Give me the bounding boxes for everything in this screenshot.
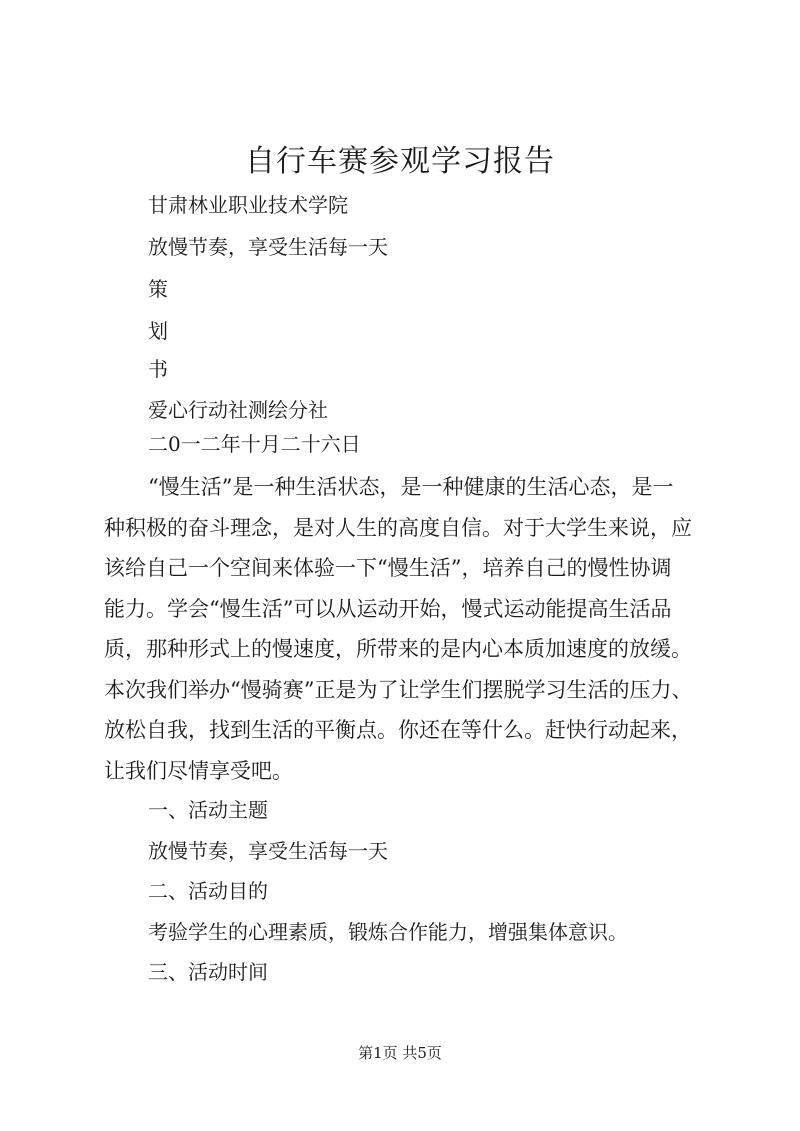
page-footer: 第1页 共5页 [358,1044,442,1062]
section-heading-time: 三、活动时间 [148,960,268,984]
intro-paragraph [104,467,704,791]
document-title: 自行车赛参观学习报告 [245,144,555,179]
paragraph-line: 本次我们举办“慢骑赛”正是为了让学生们摆脱学习生活的压力、 [104,677,693,702]
paragraph-line: “慢生活”是一种生活状态，是一种健康的生活心态，是一 [148,475,674,499]
heading-char-hua: 划 [148,319,168,343]
school-name: 甘肃林业职业技术学院 [148,193,348,217]
paragraph-line: 该给自己一个空间来体验一下“慢生活”，培养自己的慢性协调 [104,556,672,580]
section-heading-purpose: 二、活动目的 [148,879,268,903]
organizer-name: 爱心行动社测绘分社 [148,398,328,422]
heading-char-shu: 书 [148,357,168,381]
heading-char-ce: 策 [148,277,168,301]
section-text-theme: 放慢节奏，享受生活每一天 [148,839,388,863]
section-text-purpose: 考验学生的心理素质，锻炼合作能力，增强集体意识。 [148,920,628,944]
document-date: 二0一二年十月二十六日 [148,432,361,456]
paragraph-line: 能力。学会“慢生活”可以从运动开始，慢式运动能提高生活品 [104,596,672,621]
paragraph-line: 放松自我，找到生活的平衡点。你还在等什么。赶快行动起来， [104,718,692,742]
paragraph-line: 质，那种形式上的慢速度，所带来的是内心本质加速度的放缓。 [104,637,692,661]
paragraph-line: 种积极的奋斗理念，是对人生的高度自信。对于大学生来说，应 [104,515,692,540]
slogan-line: 放慢节奏，享受生活每一天 [148,235,388,259]
section-heading-theme: 一、活动主题 [148,798,268,822]
paragraph-line: 让我们尽情享受吧。 [104,758,293,783]
